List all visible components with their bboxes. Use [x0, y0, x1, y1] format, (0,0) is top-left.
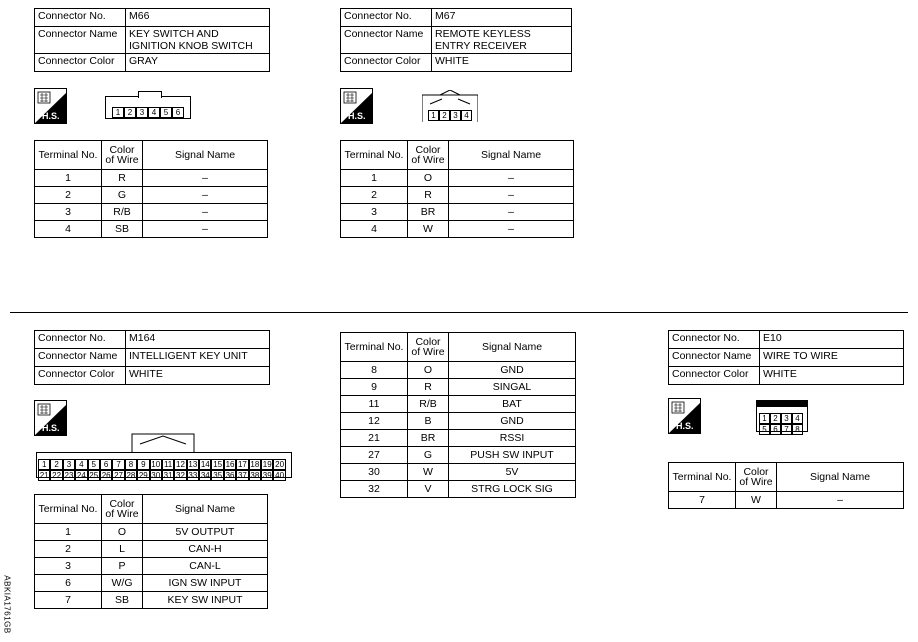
- text-label: KEY SWITCH AND IGNITION KNOB SWITCH: [126, 27, 270, 54]
- text-label: Terminal No.: [341, 333, 408, 362]
- text-label: H.S.: [348, 111, 366, 121]
- m67-terminal-table: [340, 140, 574, 238]
- text-label: Connector Name: [35, 27, 126, 54]
- pin: 37: [237, 471, 247, 480]
- table-row: [341, 362, 576, 379]
- table-row: [35, 592, 268, 609]
- pin: 40: [275, 471, 285, 480]
- wire-color-cell: R/B: [408, 396, 449, 413]
- pin: 36: [225, 471, 235, 480]
- table-row: [341, 396, 576, 413]
- text-label: Signal Name: [449, 333, 576, 362]
- m164-terminal-table: [34, 494, 268, 609]
- pin: 6: [100, 459, 112, 470]
- text-label: WIRE TO WIRE: [760, 349, 904, 367]
- text-label: H.S.: [676, 421, 694, 431]
- signal-name-cell: GND: [449, 413, 576, 430]
- signal-name-cell: –: [777, 492, 904, 509]
- signal-name-cell: 5V OUTPUT: [143, 524, 268, 541]
- pin: 3: [136, 107, 148, 118]
- table-row: [35, 221, 268, 238]
- terminal-no-cell: 7: [35, 592, 102, 609]
- pin: 39: [262, 471, 272, 480]
- pin: 6: [172, 107, 184, 118]
- signal-name-cell: BAT: [449, 396, 576, 413]
- pin: 8: [792, 424, 803, 435]
- text-label: M67: [432, 9, 572, 27]
- text-label: Connector Color: [35, 54, 126, 72]
- terminal-no-cell: 2: [341, 187, 408, 204]
- text-label: REMOTE KEYLESS ENTRY RECEIVER: [432, 27, 572, 54]
- signal-name-cell: –: [143, 187, 268, 204]
- e10-terminal-table: [668, 462, 904, 509]
- m67-info-table: [340, 8, 572, 72]
- text-label: Connector Name: [341, 27, 432, 54]
- terminal-no-cell: 1: [35, 170, 102, 187]
- section-divider: [10, 312, 908, 313]
- wire-color-cell: R: [408, 187, 449, 204]
- wire-color-cell: O: [102, 524, 143, 541]
- pin: 2: [770, 413, 781, 424]
- terminal-no-cell: 2: [35, 541, 102, 558]
- table-row: [341, 170, 574, 187]
- text-label: H.S.: [42, 111, 60, 121]
- signal-name-cell: SINGAL: [449, 379, 576, 396]
- pin: 7: [781, 424, 792, 435]
- terminal-no-cell: 7: [669, 492, 736, 509]
- pin: 35: [213, 471, 223, 480]
- m66-info-table: [34, 8, 270, 72]
- text-label: H.S.: [42, 423, 60, 433]
- signal-name-cell: IGN SW INPUT: [143, 575, 268, 592]
- text-label: Terminal No.: [35, 495, 102, 524]
- text-label: Color of Wire: [408, 141, 449, 170]
- wire-color-cell: R: [102, 170, 143, 187]
- table-row: [35, 524, 268, 541]
- terminal-no-cell: 32: [341, 481, 408, 498]
- wire-color-cell: R: [408, 379, 449, 396]
- table-row: [341, 447, 576, 464]
- wire-color-cell: SB: [102, 592, 143, 609]
- text-label: Connector Color: [341, 54, 432, 72]
- pin: 3: [781, 413, 792, 424]
- pin: 4: [75, 459, 87, 470]
- table-row: [341, 204, 574, 221]
- table-row: [341, 221, 574, 238]
- pin: 7: [112, 459, 124, 470]
- text-label: Connector Name: [35, 349, 126, 367]
- signal-name-cell: –: [143, 221, 268, 238]
- pin: 17: [237, 460, 247, 469]
- pin: 12: [176, 460, 185, 469]
- pin: 23: [64, 471, 74, 480]
- pin: 3: [450, 110, 461, 121]
- table-row: [35, 575, 268, 592]
- text-label: Terminal No.: [35, 141, 102, 170]
- text-label: Connector Color: [35, 367, 126, 385]
- m66-connector-diagram: [105, 96, 191, 119]
- pin: 5: [160, 107, 172, 118]
- pin: 6: [770, 424, 781, 435]
- pin: 24: [76, 471, 86, 480]
- terminal-no-cell: 9: [341, 379, 408, 396]
- text-label: Color of Wire: [736, 463, 777, 492]
- text-label: Signal Name: [143, 141, 268, 170]
- signal-name-cell: 5V: [449, 464, 576, 481]
- terminal-no-cell: 30: [341, 464, 408, 481]
- pin: 11: [162, 459, 174, 470]
- pin: 15: [213, 460, 223, 469]
- terminal-no-cell: 3: [341, 204, 408, 221]
- text-label: GRAY: [126, 54, 270, 72]
- text-label: Connector Name: [669, 349, 760, 367]
- pin: 1: [759, 413, 770, 424]
- text-label: Terminal No.: [341, 141, 408, 170]
- pin: 2: [50, 459, 62, 470]
- text-label: M164: [126, 331, 270, 349]
- signal-name-cell: CAN-H: [143, 541, 268, 558]
- pin: 3: [63, 459, 75, 470]
- text-label: Signal Name: [777, 463, 904, 492]
- terminal-no-cell: 3: [35, 204, 102, 221]
- pin: 19: [262, 460, 272, 469]
- pin: 14: [200, 460, 210, 469]
- terminal-no-cell: 6: [35, 575, 102, 592]
- figure-id: ABKIA1761GB: [2, 575, 12, 634]
- wire-color-cell: W/G: [102, 575, 143, 592]
- text-label: Color of Wire: [102, 141, 143, 170]
- text-label: M66: [126, 9, 270, 27]
- signal-name-cell: PUSH SW INPUT: [449, 447, 576, 464]
- text-label: Signal Name: [449, 141, 574, 170]
- table-row: [35, 204, 268, 221]
- terminal-no-cell: 2: [35, 187, 102, 204]
- text-label: Color of Wire: [102, 495, 143, 524]
- signal-name-cell: –: [143, 170, 268, 187]
- pin: 9: [137, 459, 149, 470]
- pin: 10: [151, 460, 161, 469]
- wire-color-cell: W: [736, 492, 777, 509]
- text-label: Connector Color: [669, 367, 760, 385]
- text-label: Connector No.: [35, 331, 126, 349]
- signal-name-cell: –: [449, 221, 574, 238]
- wire-color-cell: O: [408, 362, 449, 379]
- signal-name-cell: RSSI: [449, 430, 576, 447]
- signal-name-cell: –: [449, 204, 574, 221]
- signal-name-cell: –: [143, 204, 268, 221]
- wire-color-cell: P: [102, 558, 143, 575]
- pin: 2: [439, 110, 450, 121]
- m164-terminal-table-continued: [340, 332, 576, 498]
- terminal-no-cell: 3: [35, 558, 102, 575]
- pin: 28: [126, 471, 136, 480]
- text-label: Signal Name: [143, 495, 268, 524]
- pin: 22: [52, 471, 62, 480]
- table-row: [341, 379, 576, 396]
- pin: 1: [112, 107, 124, 118]
- pin: 33: [188, 471, 198, 480]
- wire-color-cell: L: [102, 541, 143, 558]
- pin: 18: [250, 460, 260, 469]
- signal-name-cell: CAN-L: [143, 558, 268, 575]
- wire-color-cell: W: [408, 464, 449, 481]
- terminal-no-cell: 1: [341, 170, 408, 187]
- pin: 1: [428, 110, 439, 121]
- terminal-no-cell: 8: [341, 362, 408, 379]
- m67-connector-diagram: [422, 90, 478, 127]
- wire-color-cell: G: [408, 447, 449, 464]
- text-label: Connector No.: [35, 9, 126, 27]
- table-row: [35, 187, 268, 204]
- pin: 34: [200, 471, 210, 480]
- terminal-no-cell: 4: [35, 221, 102, 238]
- terminal-no-cell: 4: [341, 221, 408, 238]
- wire-color-cell: G: [102, 187, 143, 204]
- wire-color-cell: R/B: [102, 204, 143, 221]
- pin: 4: [792, 413, 803, 424]
- table-row: [35, 558, 268, 575]
- terminal-no-cell: 27: [341, 447, 408, 464]
- pin: 2: [124, 107, 136, 118]
- text-label: WHITE: [126, 367, 270, 385]
- e10-connector-diagram: [756, 400, 808, 432]
- wire-color-cell: V: [408, 481, 449, 498]
- signal-name-cell: STRG LOCK SIG: [449, 481, 576, 498]
- text-label: INTELLIGENT KEY UNIT: [126, 349, 270, 367]
- wire-color-cell: O: [408, 170, 449, 187]
- terminal-no-cell: 1: [35, 524, 102, 541]
- harness-side-icon: [34, 88, 67, 124]
- harness-side-icon: [668, 398, 701, 434]
- table-row: [341, 481, 576, 498]
- table-row: [669, 492, 904, 509]
- pin: 1: [38, 459, 50, 470]
- text-label: Color of Wire: [408, 333, 449, 362]
- wire-color-cell: SB: [102, 221, 143, 238]
- terminal-no-cell: 21: [341, 430, 408, 447]
- text-label: E10: [760, 331, 904, 349]
- wire-color-cell: B: [408, 413, 449, 430]
- pin: 21: [39, 471, 49, 480]
- wire-color-cell: BR: [408, 204, 449, 221]
- table-row: [35, 170, 268, 187]
- text-label: Connector No.: [341, 9, 432, 27]
- pin: 25: [89, 471, 99, 480]
- signal-name-cell: –: [449, 187, 574, 204]
- terminal-no-cell: 11: [341, 396, 408, 413]
- pin: 29: [138, 471, 148, 480]
- pin: 31: [163, 471, 173, 480]
- harness-side-icon: [340, 88, 373, 124]
- pin: 4: [148, 107, 160, 118]
- pin: 27: [114, 471, 123, 480]
- table-row: [341, 430, 576, 447]
- pin: 30: [151, 471, 161, 480]
- m66-terminal-table: [34, 140, 268, 238]
- table-row: [35, 541, 268, 558]
- terminal-no-cell: 12: [341, 413, 408, 430]
- text-label: WHITE: [432, 54, 572, 72]
- table-row: [341, 464, 576, 481]
- pin: 16: [225, 460, 235, 469]
- e10-info-table: [668, 330, 904, 385]
- pin: 4: [461, 110, 472, 121]
- wire-color-cell: W: [408, 221, 449, 238]
- harness-side-icon: [34, 400, 67, 436]
- pin: 5: [88, 459, 100, 470]
- text-label: Connector No.: [669, 331, 760, 349]
- text-label: Terminal No.: [669, 463, 736, 492]
- pin: 20: [275, 460, 285, 469]
- m164-info-table: [34, 330, 270, 385]
- pin: 5: [759, 424, 770, 435]
- table-row: [341, 413, 576, 430]
- signal-name-cell: KEY SW INPUT: [143, 592, 268, 609]
- text-label: WHITE: [760, 367, 904, 385]
- pin: 26: [101, 471, 111, 480]
- table-row: [341, 187, 574, 204]
- pin: 13: [188, 460, 198, 469]
- pin: 32: [176, 471, 185, 480]
- pin: 8: [125, 459, 137, 470]
- signal-name-cell: GND: [449, 362, 576, 379]
- wire-color-cell: BR: [408, 430, 449, 447]
- signal-name-cell: –: [449, 170, 574, 187]
- pin: 38: [250, 471, 260, 480]
